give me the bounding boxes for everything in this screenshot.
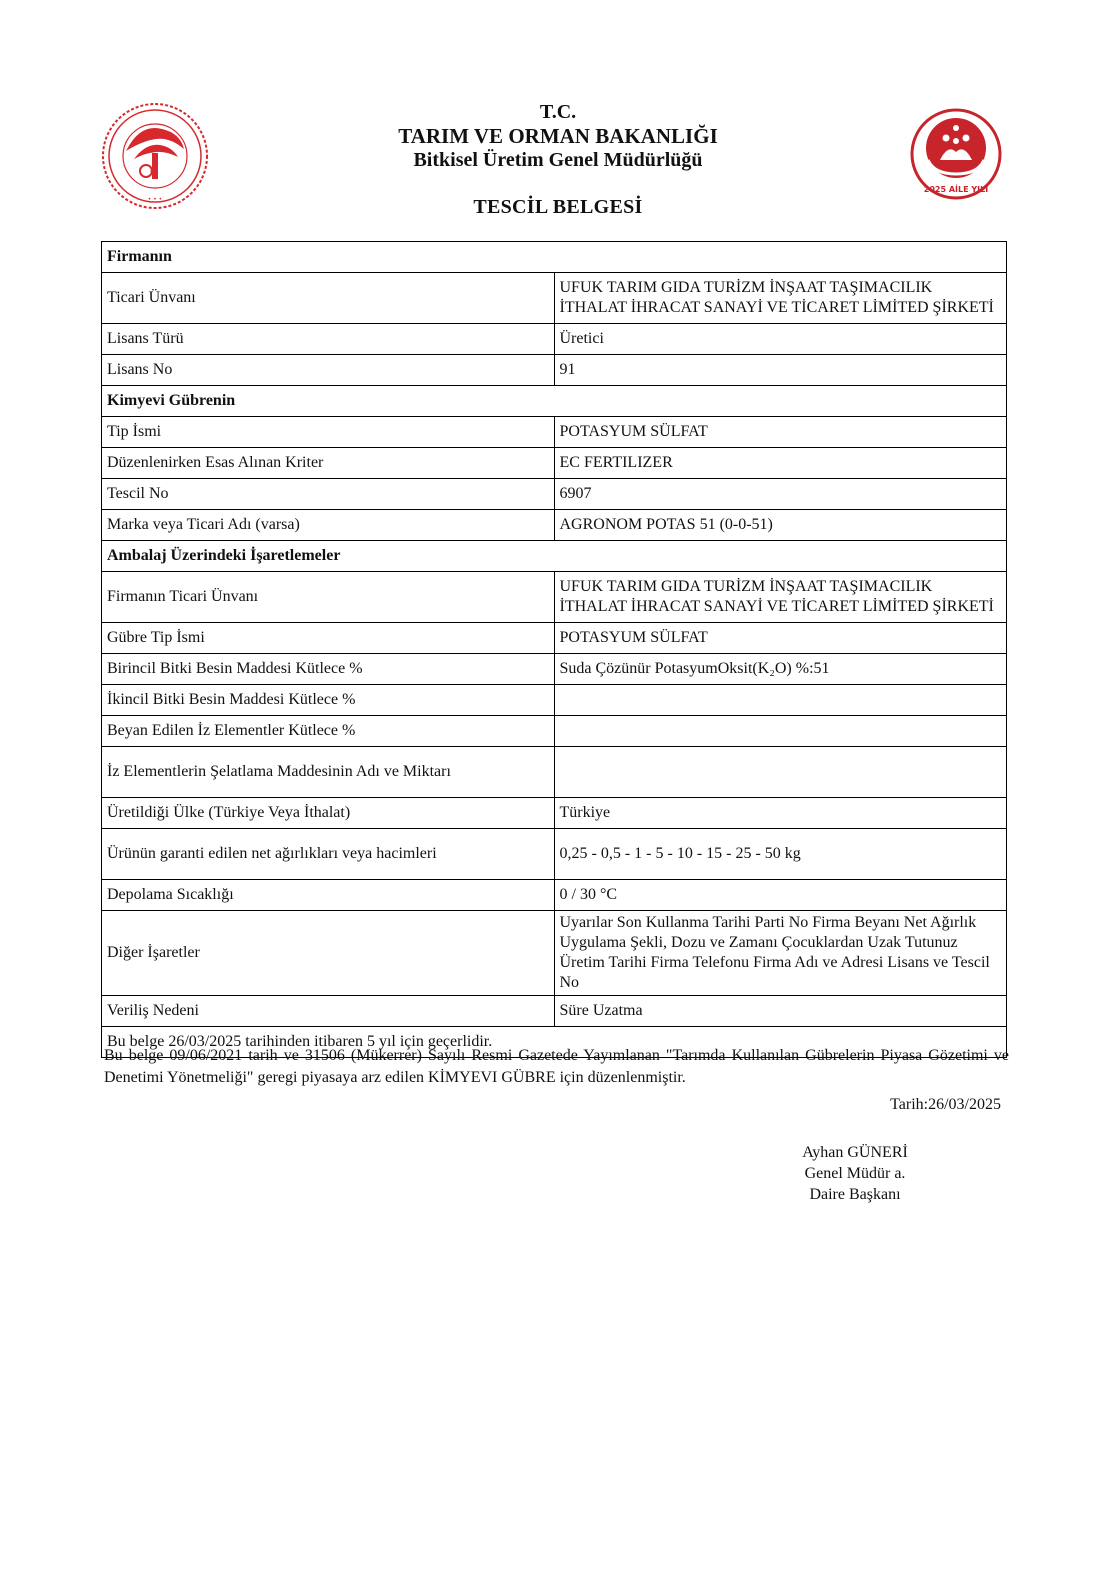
section-title: Ambalaj Üzerindeki İşaretlemeler [102, 541, 1007, 572]
table-row [102, 324, 1007, 355]
field-label: Ürünün garanti edilen net ağırlıkları veya hacimleri [102, 829, 555, 880]
table-row [102, 448, 1007, 479]
table-row [102, 273, 1007, 324]
field-value: AGRONOM POTAS 51 (0-0-51) [554, 510, 1007, 541]
field-value [554, 747, 1007, 798]
field-label: Lisans Türü [102, 324, 555, 355]
table-row [102, 880, 1007, 911]
certificate-table [101, 241, 1007, 1058]
field-label: Gübre Tip İsmi [102, 623, 555, 654]
field-label: Marka veya Ticari Adı (varsa) [102, 510, 555, 541]
table-row [102, 685, 1007, 716]
section-packaging [102, 541, 1007, 572]
field-value: Suda Çözünür PotasyumOksit(K₂O) %:51 [554, 654, 1007, 685]
field-value: UFUK TARIM GIDA TURİZM İNŞAAT TAŞIMACILIK İTHALAT İHRACAT SANAYİ VE TİCARET LİMİTED ŞİRKETİ [554, 273, 1007, 324]
signatory-name: Ayhan GÜNERİ [802, 1144, 908, 1161]
table-row [102, 829, 1007, 880]
section-title: Kimyevi Gübrenin [102, 386, 1007, 417]
field-label: Düzenlenirken Esas Alınan Kriter [102, 448, 555, 479]
table-row [102, 654, 1007, 685]
signature-block [770, 1142, 940, 1205]
table-row [102, 798, 1007, 829]
field-label: Üretildiği Ülke (Türkiye Veya İthalat) [102, 798, 555, 829]
table-row [102, 996, 1007, 1027]
table-row [102, 623, 1007, 654]
table-row [102, 716, 1007, 747]
field-label: Beyan Edilen İz Elementler Kütlece % [102, 716, 555, 747]
issue-date: Tarih:26/03/2025 [890, 1096, 1001, 1113]
field-value: POTASYUM SÜLFAT [554, 623, 1007, 654]
field-value: 91 [554, 355, 1007, 386]
table-row [102, 417, 1007, 448]
header-ministry: TARIM VE ORMAN BAKANLIĞI [398, 124, 718, 148]
field-value: 0,25 - 0,5 - 1 - 5 - 10 - 15 - 25 - 50 kg [554, 829, 1007, 880]
svg-text:• • •: • • • [147, 196, 163, 203]
document-title: TESCİL BELGESİ [473, 196, 643, 218]
field-value: EC FERTILIZER [554, 448, 1007, 479]
field-label: Diğer İşaretler [102, 911, 555, 996]
table-row [102, 911, 1007, 996]
table-row [102, 747, 1007, 798]
field-label: Ticari Ünvanı [102, 273, 555, 324]
table-row [102, 355, 1007, 386]
signatory-department: Daire Başkanı [809, 1186, 901, 1203]
field-value [554, 685, 1007, 716]
field-label: Tip İsmi [102, 417, 555, 448]
field-value: Uyarılar Son Kullanma Tarihi Parti No Firma Beyanı Net Ağırlık Uygulama Şekli, Dozu ve Zamanı Çocuklardan Uzak Tutunuz Üretim Tarihi Firma Telefonu Firma Adı ve Adresi Lisans ve Tescil No [554, 911, 1007, 996]
table-row [102, 572, 1007, 623]
field-value: Süre Uzatma [554, 996, 1007, 1027]
section-fertilizer [102, 386, 1007, 417]
field-label: İkincil Bitki Besin Maddesi Kütlece % [102, 685, 555, 716]
field-value: Üretici [554, 324, 1007, 355]
field-label: Firmanın Ticari Ünvanı [102, 572, 555, 623]
field-label: Depolama Sıcaklığı [102, 880, 555, 911]
validity-text: Bu belge 26/03/2025 tarihinden itibaren 5 yıl için geçerlidir. [102, 1027, 1007, 1058]
field-label: Tescil No [102, 479, 555, 510]
field-value: UFUK TARIM GIDA TURİZM İNŞAAT TAŞIMACILIK İTHALAT İHRACAT SANAYİ VE TİCARET LİMİTED ŞİRKETİ [554, 572, 1007, 623]
field-value [554, 716, 1007, 747]
field-value: 0 / 30 °C [554, 880, 1007, 911]
svg-text:2025 AİLE YILI: 2025 AİLE YILI [923, 185, 989, 194]
field-label: Lisans No [102, 355, 555, 386]
field-value: Türkiye [554, 798, 1007, 829]
field-label: İz Elementlerin Şelatlama Maddesinin Adı ve Miktarı [102, 747, 555, 798]
field-label: Veriliş Nedeni [102, 996, 555, 1027]
table-row [102, 479, 1007, 510]
header-tc: T.C. [539, 101, 577, 123]
regulation-note: Bu belge 09/06/2021 tarih ve 31506 (Mükerrer) Sayılı Resmi Gazetede Yayımlanan "Tarımda Kullanılan Gübrelerin Piyasa Gözetimi ve Denetimi Yönetmeliği" geregi piyasaya arz edilen KİMYEVI GÜBRE için düzenlenmiştir. [104, 1047, 1009, 1086]
field-value: POTASYUM SÜLFAT [554, 417, 1007, 448]
field-label: Birincil Bitki Besin Maddesi Kütlece % [102, 654, 555, 685]
table-row [102, 510, 1007, 541]
header-department: Bitkisel Üretim Genel Müdürlüğü [413, 149, 703, 171]
section-title: Firmanın [102, 242, 1007, 273]
section-firm [102, 242, 1007, 273]
signatory-title: Genel Müdür a. [804, 1165, 906, 1182]
field-value: 6907 [554, 479, 1007, 510]
